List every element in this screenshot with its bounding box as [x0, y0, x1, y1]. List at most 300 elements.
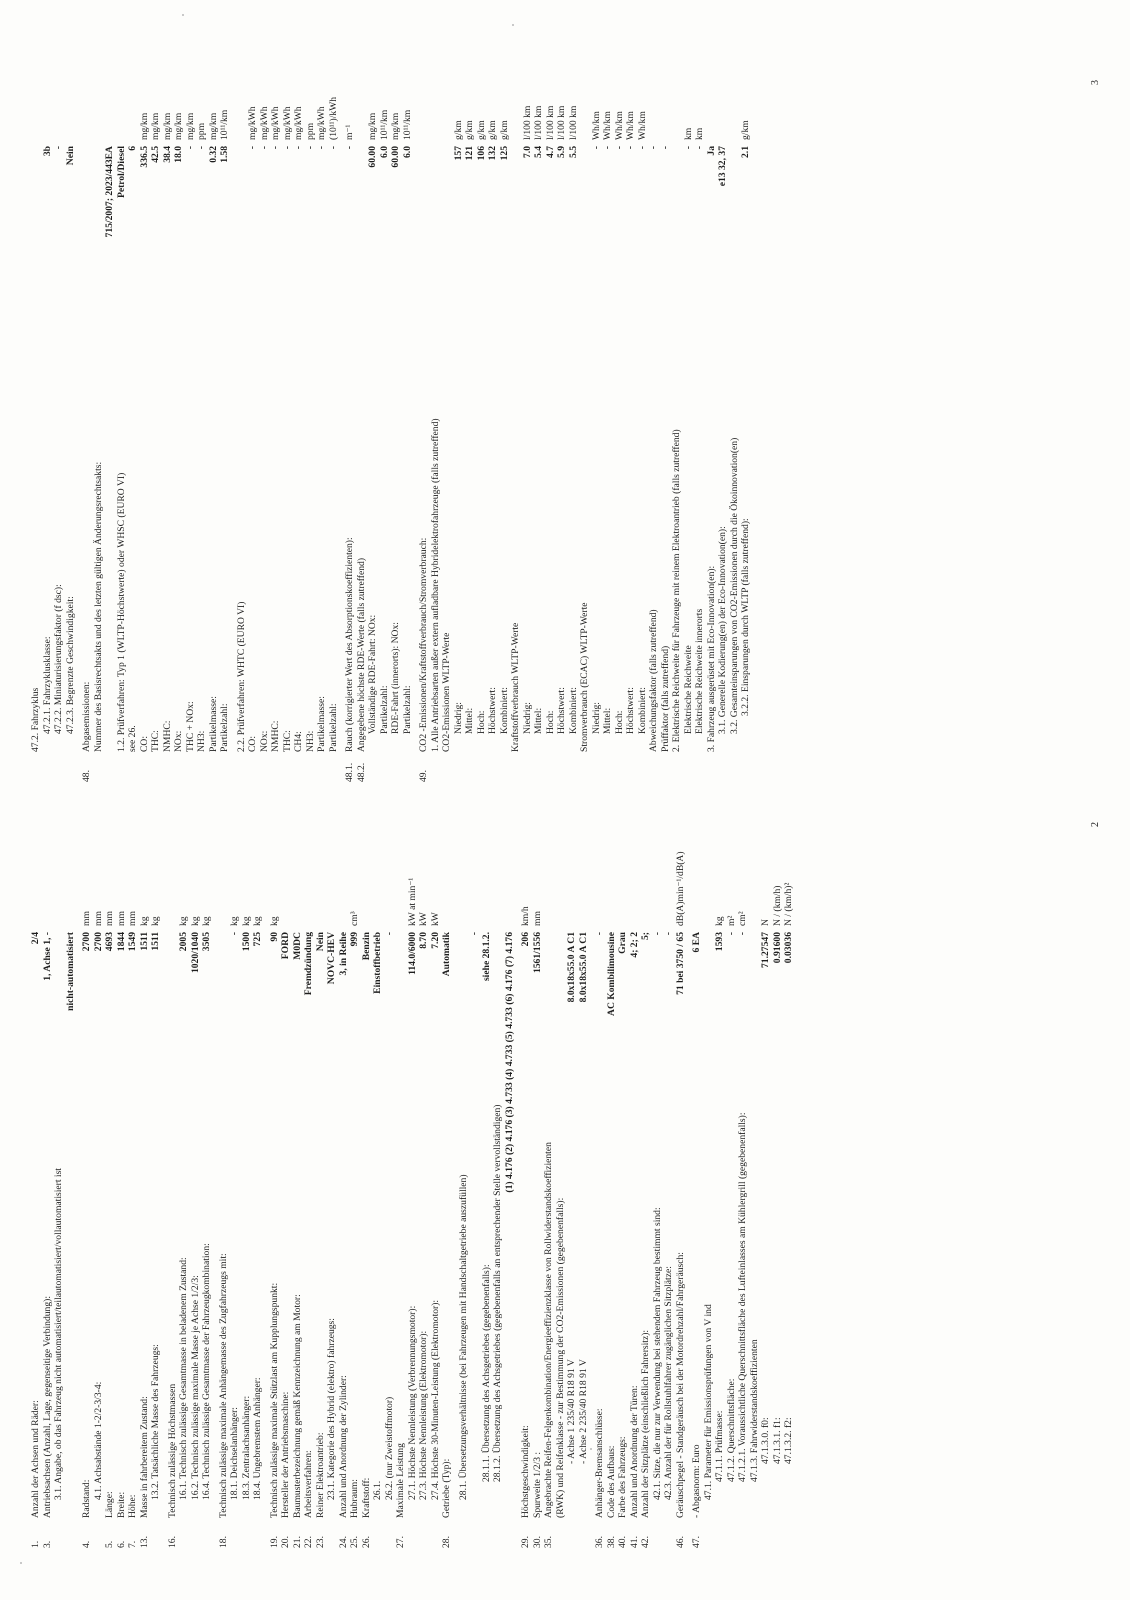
spec-value: 5.5	[567, 146, 579, 158]
spec-label: Niedrig:	[521, 702, 533, 734]
spec-row	[579, 82, 591, 782]
spec-row	[218, 868, 230, 1548]
spec-row	[247, 82, 259, 782]
spec-label: 16.4. Technisch zulässige Gesamtmasse der Fahrzeugkombination:	[201, 1243, 212, 1500]
spec-row	[127, 82, 139, 782]
spec-unit: g/km	[452, 120, 464, 140]
spec-value: 3, in Reihe	[337, 932, 349, 976]
spec-value: -	[625, 146, 636, 150]
spec-value: 336.5	[138, 146, 150, 168]
spec-row	[504, 868, 516, 1548]
spec-label: Partikelmasse:	[207, 696, 219, 752]
spec-label: - Abgasnorm: Euro	[691, 1444, 702, 1518]
spec-unit: m²	[725, 915, 737, 926]
spec-label: 16.2. Technisch zulässige maximale Masse je Achse 1/2/3:	[189, 1275, 201, 1500]
spec-unit: mg/km	[161, 112, 173, 140]
spec-row	[316, 82, 328, 782]
spec-label: CO:	[138, 736, 150, 752]
spec-value: -	[694, 146, 705, 150]
spec-label: Partikelzahl:	[378, 685, 390, 734]
spec-label: THC:	[281, 730, 293, 752]
spec-label: Mittel:	[464, 707, 475, 734]
spec-row	[614, 82, 626, 782]
spec-unit: mg/km	[367, 112, 378, 140]
spec-label: THC:	[150, 730, 161, 752]
spec-unit: mm	[115, 911, 127, 926]
spec-value: NOVC-HEV	[326, 932, 337, 985]
spec-number: 42.	[640, 1536, 651, 1548]
spec-label: Elektrische Reichweite innerorts	[694, 608, 705, 734]
spec-label: NOx:	[173, 730, 184, 752]
spec-number: 27.	[395, 1536, 406, 1548]
spec-row	[458, 868, 470, 1548]
spec-value: 106	[475, 146, 487, 161]
spec-label: Prüffaktor (falls zutreffend)	[659, 645, 671, 752]
spec-unit: kW at min⁻¹	[406, 877, 418, 926]
spec-label: Vollständige RDE-Fahrt: NOx:	[367, 614, 378, 734]
spec-number: 38.	[605, 1536, 617, 1548]
spec-unit: kg	[189, 916, 201, 926]
spec-unit: mg/km	[390, 112, 401, 140]
spec-number: 28.	[441, 1536, 452, 1548]
spec-row	[293, 82, 305, 782]
spec-value: FORD	[280, 932, 291, 960]
spec-unit: mm	[127, 911, 138, 926]
spec-value: 2.1	[740, 146, 751, 158]
spec-row	[167, 868, 179, 1548]
spec-label: Stromverbrauch (ECAC) WLTP-Werte	[579, 602, 590, 752]
spec-value: -	[659, 146, 671, 150]
spec-row	[116, 868, 128, 1548]
spec-value: (1) 4.176 (2) 4.176 (3) 4.733 (4) 4.733 (5) 4.733 (6) 4.176 (7) 4.176	[503, 932, 515, 1193]
spec-row	[367, 82, 379, 782]
spec-label: Rauch (korrigierter Wert des Absorptionskoeffizienten):	[344, 537, 355, 752]
spec-value: -	[184, 146, 196, 150]
spec-label: RDE-Fahrt (innerorts): NOx:	[390, 622, 401, 734]
spec-row	[42, 82, 54, 782]
spec-label: 1. Alle Antriebsarten außer extern aufladbare Hybridelektrofahrzeuge (falls zutreffend)	[429, 418, 441, 752]
spec-number: 13.	[138, 1536, 150, 1548]
spec-value: -	[327, 146, 339, 150]
spec-label: Niedrig:	[452, 702, 464, 734]
spec-row	[671, 82, 683, 782]
spec-unit: g/km	[498, 120, 510, 140]
spec-unit: g/km	[464, 120, 475, 140]
spec-value: 2005	[178, 932, 189, 952]
spec-row	[510, 82, 522, 782]
spec-value: 8.70	[418, 932, 429, 949]
spec-value: siehe 28.1.2.	[480, 932, 492, 982]
spec-number: 48.	[81, 770, 92, 782]
spec-value: M0DC	[291, 932, 303, 960]
spec-value: 3b	[41, 146, 53, 157]
spec-value: 6.0	[401, 146, 413, 158]
spec-number: 40.	[617, 1536, 628, 1548]
spec-number: 5.	[104, 1540, 115, 1548]
spec-label: Elektrische Reichweite	[682, 645, 694, 734]
spec-value: 1.58	[219, 146, 230, 163]
spec-row	[430, 82, 442, 782]
spec-row	[520, 868, 532, 1548]
spec-row	[384, 868, 396, 1548]
spec-row	[533, 82, 545, 782]
spec-unit: 10¹¹/km	[219, 109, 230, 140]
spec-unit: km	[694, 127, 705, 140]
spec-unit: kW	[429, 912, 441, 926]
spec-row	[487, 82, 499, 782]
spec-value: 6 EA	[691, 932, 702, 953]
spec-row	[469, 868, 481, 1548]
spec-row	[292, 868, 304, 1548]
spec-unit: g/km	[475, 120, 487, 140]
spec-label: 23.1. Kategorie des Hybrid (elektro) fahrzeugs:	[326, 1318, 337, 1500]
spec-value: 0.91600	[771, 932, 783, 964]
spec-label: 47.2.2. Miniaturisierungsfaktor (f dsc):	[53, 584, 64, 734]
spec-unit: (10¹¹)/kWh	[327, 96, 339, 140]
spec-label: 26.1.	[372, 1480, 383, 1500]
spec-label: 16.1. Technisch zulässige Gesamtmasse in beladenem Zustand:	[178, 1257, 189, 1500]
spec-value: -	[636, 146, 648, 150]
spec-row	[418, 82, 430, 782]
spec-label: CO2 -Emissionen/Kraftstoffverbrauch/Stromverbrauch:	[418, 537, 429, 752]
spec-value: 90	[268, 932, 280, 942]
spec-label: Länge:	[104, 1491, 115, 1518]
spec-label: 13.2. Tatsächliche Masse des Fahrzeugs:	[150, 1344, 161, 1500]
spec-value: 2/4	[30, 932, 41, 945]
spec-label: Angebrachte Reifen-Felgenkombination/Energieeffizienzklasse von Rollwiderstandskoeffizienten	[543, 1142, 554, 1518]
spec-row	[772, 868, 784, 1548]
spec-row	[190, 868, 202, 1548]
spec-label: Code des Aufbaus:	[605, 1445, 617, 1518]
spec-row	[379, 82, 391, 782]
spec-row	[663, 868, 675, 1548]
spec-value: 2700	[81, 932, 92, 952]
spec-value: 1020/1040	[189, 932, 201, 974]
spec-value: -	[602, 146, 613, 150]
spec-label: 47.1.3.2. f2:	[783, 1417, 794, 1464]
spec-unit: kg	[240, 916, 252, 926]
spec-label: 47.1.1. Prüfmasse:	[714, 1410, 725, 1482]
spec-label: 2.2. Prüfverfahren: WHTC (EURO VI)	[235, 601, 247, 752]
spec-unit: Wh/km	[602, 111, 613, 140]
spec-label: 27.4. Höchste 30-Minuten-Leistung (Elektromotor):	[429, 1299, 441, 1500]
spec-row	[691, 868, 703, 1548]
spec-number: 23.	[314, 1536, 326, 1548]
spec-label: Partikelzahl:	[219, 703, 230, 752]
spec-value: 5.9	[556, 146, 567, 158]
spec-unit: mg/km	[138, 112, 150, 140]
spec-unit: N / (km/h)	[771, 885, 783, 926]
spec-value: AC Kombilimousine	[605, 932, 617, 1016]
spec-row	[173, 82, 185, 782]
spec-unit: Wh/km	[625, 111, 636, 140]
spec-label: Anzahl der Sitzplätze (einschließlich Fahrersitz):	[640, 1329, 651, 1518]
spec-value: -	[293, 146, 304, 150]
spec-label: see 26.	[127, 725, 138, 752]
spec-label: Nummer des Basisrechtsakts und des letzten gültigen Änderungsrechtsakts:	[92, 461, 104, 752]
spec-row	[139, 82, 151, 782]
spec-row	[594, 868, 606, 1548]
spec-label: NMHC:	[270, 720, 281, 752]
spec-unit: ppm	[304, 122, 316, 140]
spec-unit: g/km	[740, 120, 751, 140]
spec-value: 1500	[240, 932, 252, 952]
spec-row	[674, 851, 687, 1548]
spec-row	[361, 868, 373, 1548]
spec-row	[53, 82, 65, 782]
spec-label: Hoch:	[475, 710, 487, 734]
spec-label: Höchstwert:	[487, 687, 498, 734]
spec-label: Höchstwert:	[556, 687, 567, 734]
spec-label: 27.3. Höchste Nennleistung (Elektromotor):	[418, 1330, 429, 1500]
spec-number: 48.1.	[344, 762, 355, 782]
spec-number: 6.	[115, 1540, 127, 1548]
spec-value: 5.4	[533, 146, 544, 158]
spec-label: - Achse 1 235/40 R18 91 V	[566, 1359, 577, 1464]
spec-value: 7.0	[521, 146, 533, 158]
spec-row	[162, 82, 174, 782]
spec-number: 46.	[674, 1536, 686, 1548]
spec-label: Technisch zulässige Höchstmassen	[166, 1383, 178, 1518]
spec-unit: kg	[150, 916, 161, 926]
spec-value: -	[53, 146, 64, 150]
spec-row	[625, 82, 637, 782]
spec-unit: cm³	[349, 911, 360, 926]
spec-unit: kW	[418, 912, 429, 926]
spec-row	[236, 82, 248, 782]
spec-value: -	[196, 146, 207, 150]
spec-unit: l/100 km	[533, 105, 544, 140]
spec-row	[453, 82, 465, 782]
spec-label: 47.1.3. Fahrwiderstandskoeffizienten	[748, 1339, 760, 1482]
spec-row	[407, 868, 419, 1548]
spec-label: Radstand:	[81, 1479, 92, 1518]
spec-row	[252, 868, 264, 1548]
spec-row	[499, 82, 511, 782]
spec-value: 7.20	[429, 932, 441, 949]
spec-value: 1549	[127, 932, 138, 952]
spec-label: Farbe des Fahrzeugs:	[617, 1436, 628, 1518]
spec-unit: l/100 km	[544, 105, 556, 140]
spec-value: 206	[520, 932, 531, 947]
spec-value: 1, Achse 1, -	[41, 932, 53, 981]
spec-label: CO2-Emissionen WLTP-Werte	[441, 632, 452, 752]
spec-row	[390, 82, 402, 782]
spec-label: Mittel:	[533, 707, 544, 734]
spec-value: 1844	[115, 932, 127, 952]
spec-number: 7.	[127, 1540, 138, 1548]
spec-value: -	[663, 932, 674, 936]
page-number-right: 3	[1090, 80, 1101, 85]
spec-number: 16.	[166, 1536, 178, 1548]
spec-label: Technisch zulässige maximale Stützlast am Kupplungspunkt:	[268, 1282, 280, 1518]
spec-label: Angegebene höchste RDE-Werte (falls zutreffend)	[355, 557, 367, 752]
spec-row	[208, 82, 220, 782]
spec-unit: Wh/km	[590, 111, 602, 140]
spec-row	[737, 868, 749, 1548]
spec-row	[430, 868, 442, 1548]
spec-row	[30, 868, 42, 1548]
spec-unit: kg	[714, 916, 725, 926]
spec-label: Hubraum:	[349, 1479, 360, 1518]
spec-row	[150, 868, 162, 1548]
spec-number: 1.	[30, 1540, 41, 1548]
spec-label: Hoch:	[544, 710, 556, 734]
spec-number: 21.	[291, 1536, 303, 1548]
spec-row	[219, 82, 231, 782]
spec-row	[555, 868, 567, 1548]
spec-row	[606, 868, 618, 1548]
spec-unit: mg/kWh	[281, 106, 293, 140]
spec-label: Hersteller der Antriebsmaschine:	[280, 1391, 291, 1518]
spec-label: 47.1. Parameter für Emissionsprüfungen von V ind	[702, 1304, 714, 1500]
spec-row	[229, 868, 241, 1548]
spec-label: Kombiniert:	[636, 687, 648, 734]
spec-value: 1561/1556	[531, 932, 543, 974]
spec-row	[338, 868, 350, 1548]
spec-row	[556, 82, 568, 782]
spec-label: Abweichungsfaktor (falls zutreffend)	[648, 609, 659, 752]
spec-label: NMHC:	[161, 720, 173, 752]
spec-value: 71.27547	[760, 932, 771, 968]
spec-label: Anzahl der Achsen und Räder:	[30, 1400, 41, 1518]
spec-row	[441, 868, 453, 1548]
spec-unit: kg	[229, 916, 240, 926]
spec-number: 47.	[691, 1536, 702, 1548]
spec-value: 18.0	[173, 146, 184, 163]
spec-unit: Wh/km	[613, 111, 625, 140]
spec-number: 48.2.	[355, 762, 367, 782]
spec-row	[150, 82, 162, 782]
spec-unit: mm	[531, 911, 543, 926]
spec-label: NH3:	[304, 730, 316, 752]
spec-row	[93, 868, 105, 1548]
spec-value: 157	[452, 146, 464, 161]
spec-value: -	[682, 146, 694, 150]
spec-label: Anzahl und Anordnung der Türen:	[628, 1385, 640, 1518]
spec-unit: g/km	[487, 120, 498, 140]
spec-label: 18.4. Ungebremstem Anhänger:	[252, 1377, 263, 1500]
spec-row	[729, 82, 741, 782]
spec-row	[476, 82, 488, 782]
spec-unit: kg	[178, 916, 189, 926]
spec-row	[280, 868, 292, 1548]
spec-unit: 10¹¹/km	[378, 109, 390, 140]
spec-value: -	[247, 146, 258, 150]
spec-unit: ppm	[196, 122, 207, 140]
spec-row	[178, 868, 190, 1548]
spec-label: Antriebsachsen (Anzahl, Lage, gegenseitige Verbindung):	[41, 1295, 53, 1518]
spec-row	[706, 82, 718, 782]
spec-row	[783, 868, 795, 1548]
spec-value: 1511	[150, 932, 161, 951]
spec-value: -	[281, 146, 293, 150]
spec-label: Arbeitsverfahren:	[303, 1450, 314, 1518]
spec-row	[545, 82, 557, 782]
spec-row	[568, 82, 580, 782]
spec-label: Getriebe (Typ):	[441, 1458, 452, 1518]
spec-row	[694, 82, 706, 782]
spec-value: -	[469, 932, 480, 936]
spec-label: (RWK) und Reifenklasse - zur Bestimmung der CO2-Emissionen (gegebenenfalls):	[554, 1197, 566, 1518]
spec-unit: 10¹¹/km	[401, 109, 413, 140]
spec-number: 30.	[531, 1536, 543, 1548]
spec-value: 8.0x18x55.0 A C1	[566, 932, 577, 1003]
spec-value: nicht-automatisiert	[64, 932, 76, 1011]
spec-row	[356, 82, 368, 782]
spec-label: 3.1. Angabe, ob das Fahrzeug nicht automatisiert/teilautomatisiert/vollautomatisiert ist	[53, 1168, 64, 1500]
spec-label: Höchstgeschwindigkeit:	[520, 1425, 531, 1518]
spec-label: Anzahl und Anordnung der Zylinder:	[337, 1375, 349, 1518]
spec-label: Partikelmasse:	[316, 696, 327, 752]
spec-value: Einstoffbetrieb	[372, 932, 383, 994]
spec-value: Benzin	[360, 932, 372, 961]
spec-row	[328, 82, 340, 782]
spec-row	[30, 82, 42, 782]
spec-row	[717, 82, 729, 782]
spec-value: -	[648, 146, 659, 150]
spec-row	[402, 82, 414, 782]
spec-row	[640, 868, 652, 1548]
spec-row	[269, 868, 281, 1548]
spec-row	[116, 82, 128, 782]
spec-value: 2700	[92, 932, 104, 952]
spec-unit: cm²	[737, 911, 748, 926]
spec-row	[543, 868, 555, 1548]
spec-row	[315, 868, 327, 1548]
spec-unit: mg/km	[184, 112, 196, 140]
spec-row	[81, 82, 93, 782]
left-column-specs	[30, 851, 795, 1548]
spec-value: 6.0	[378, 146, 390, 158]
spec-unit: km	[682, 127, 694, 140]
spec-label: 42.3. Anzahl der für Rollstuhlfahrer zugänglichen Sitzplätze:	[663, 1266, 674, 1500]
spec-label: Abgasemissionen:	[81, 681, 92, 752]
spec-value: 4693	[104, 932, 115, 952]
spec-value: -	[258, 146, 270, 150]
spec-row	[637, 82, 649, 782]
spec-value: 4; 2; 2	[628, 932, 640, 958]
spec-row	[441, 82, 453, 782]
spec-label: 47.1.2. Querschnittsfläche:	[725, 1378, 737, 1482]
spec-label: 3.2. Gesamteinsparungen von CO2-Emissionen durch die Ökoinnovation(en)	[728, 437, 740, 734]
spec-value: Automatik	[441, 932, 452, 977]
spec-unit: mg/km	[150, 112, 161, 140]
spec-label: Spurweite 1/2/3 :	[531, 1451, 543, 1518]
spec-value: 1593	[714, 932, 725, 952]
spec-label: 28.1.1. Übersetzung des Achsgetriebes (gegebenenfalls):	[480, 1264, 492, 1482]
spec-label: CH4:	[293, 731, 304, 752]
spec-value: -	[594, 932, 605, 936]
spec-value: Grau	[617, 932, 628, 954]
spec-value: -	[270, 146, 281, 150]
spec-row	[726, 868, 738, 1548]
spec-unit: mg/kWh	[270, 106, 281, 140]
spec-row	[127, 868, 139, 1548]
spec-label: 28.1.2. Übersetzung des Achsgetriebes (gegebenenfalls an entsprechender Stelle vervollständigen)	[492, 1104, 503, 1482]
spec-value: -	[344, 146, 355, 150]
spec-label: Höchstwert:	[625, 687, 636, 734]
spec-value: -	[383, 932, 395, 936]
spec-value: 71 bei 3750 / 65	[674, 932, 686, 995]
spec-unit: mg/kWh	[258, 106, 270, 140]
spec-label: Höhe:	[127, 1494, 138, 1518]
spec-row	[259, 82, 271, 782]
spec-row	[740, 82, 752, 782]
spec-row	[185, 82, 197, 782]
spec-label: 18.3. Zentralachsanhänger:	[240, 1395, 252, 1500]
spec-value: -	[725, 932, 737, 936]
